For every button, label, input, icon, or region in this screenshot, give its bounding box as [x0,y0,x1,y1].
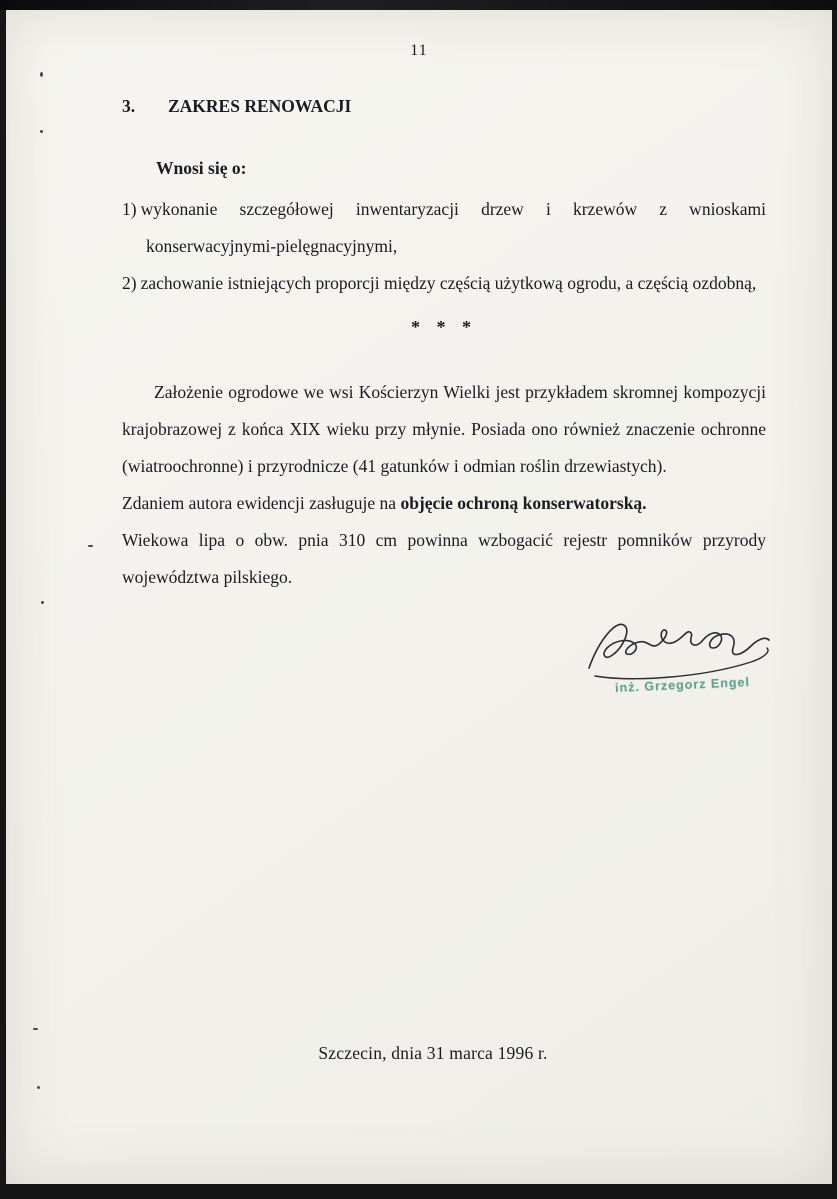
intro-line: Wnosi się o: [156,158,247,178]
scan-speck [33,1028,38,1030]
scan-speck [88,545,93,547]
list-text: zachowanie istniejących proporcji między częścią użytkową ogrodu, a częścią ozdobną, [140,273,757,293]
scan-speck [40,72,43,77]
list-marker: 2) [122,273,137,293]
section-number: 3. [122,96,136,116]
paragraph: Wiekowa lipa o obw. pnia 310 cm powinna wzbogacić rejestr pomników przyrody województwa pilskiego. [122,530,766,587]
paragraph: Założenie ogrodowe we wsi Kościerzyn Wielki jest przykładem skromnej kompozycji krajobrazowej z końca XIX wieku przy młynie. Posiada ono również znaczenie ochronne (wiatroochronne) i przyrodnicze (41 gatunków i odmian roślin drzewiastych). [122,382,766,476]
list-text: wykonanie szczegółowej inwentaryzacji drzew i krzewów z wnioskami konserwacyjnymi-pielęgnacyjnymi, [140,199,766,256]
page-number: 11 [410,42,428,59]
paragraph-text: Zdaniem autora ewidencji zasługuje na [122,493,401,513]
section-heading [122,96,766,117]
list-marker: 1) [122,199,137,219]
section-separator: * * * [411,317,477,337]
document-page [6,10,832,1184]
name-stamp: inż. Grzegorz Engel [614,675,751,695]
date-line: Szczecin, dnia 31 marca 1996 r. [318,1043,548,1063]
signature-block [581,606,781,716]
paragraph [122,485,766,522]
scan-edge-top [0,0,837,10]
list-item [122,191,766,265]
list-item [122,265,766,302]
scan-speck [40,130,43,133]
section-title: ZAKRES RENOWACJI [168,96,352,116]
scan-speck [37,1086,40,1089]
page-content [122,96,766,596]
scan-speck [41,601,44,604]
paragraph-bold-text: objęcie ochroną konserwatorską. [400,493,647,513]
